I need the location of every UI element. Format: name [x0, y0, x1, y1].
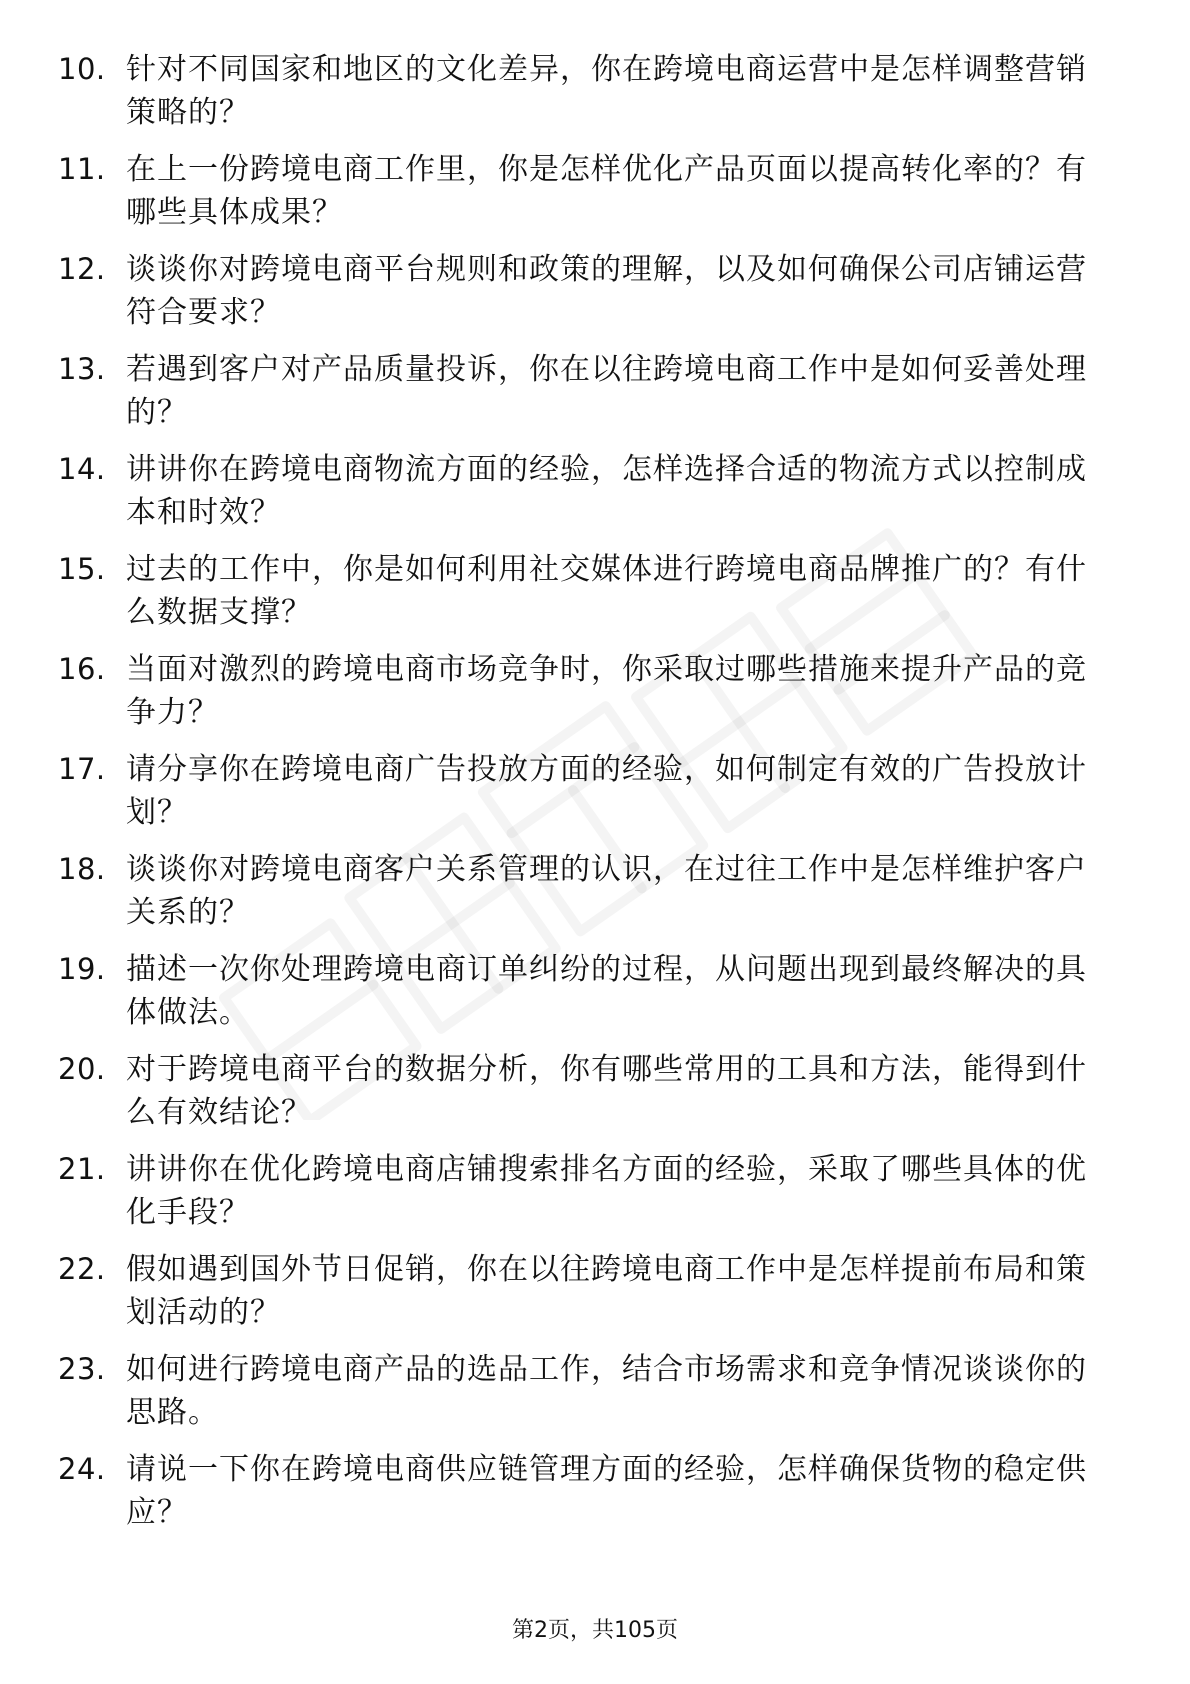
question-number: 11. — [58, 152, 106, 186]
question-number: 20. — [58, 1052, 106, 1086]
list-item — [58, 948, 1118, 1048]
question-number: 17. — [58, 752, 106, 786]
question-text: 若遇到客户对产品质量投诉，你在以往跨境电商工作中是如何妥善处理的？ — [126, 352, 1087, 430]
list-item — [58, 1448, 1118, 1548]
question-text: 请分享你在跨境电商广告投放方面的经验，如何制定有效的广告投放计划？ — [126, 752, 1087, 830]
question-text: 对于跨境电商平台的数据分析，你有哪些常用的工具和方法，能得到什么有效结论？ — [126, 1052, 1087, 1130]
question-text: 假如遇到国外节日促销，你在以往跨境电商工作中是怎样提前布局和策划活动的？ — [126, 1252, 1087, 1330]
question-number: 19. — [58, 952, 106, 986]
list-item — [58, 548, 1118, 648]
question-number: 15. — [58, 552, 106, 586]
list-item — [58, 1048, 1118, 1148]
question-number: 21. — [58, 1152, 106, 1186]
question-number: 10. — [58, 52, 106, 86]
question-text: 讲讲你在跨境电商物流方面的经验，怎样选择合适的物流方式以控制成本和时效？ — [126, 452, 1087, 530]
list-item — [58, 848, 1118, 948]
question-text: 当面对激烈的跨境电商市场竞争时，你采取过哪些措施来提升产品的竞争力？ — [126, 652, 1087, 730]
question-text: 如何进行跨境电商产品的选品工作，结合市场需求和竞争情况谈谈你的思路。 — [126, 1352, 1087, 1430]
question-number: 12. — [58, 252, 106, 286]
question-text: 讲讲你在优化跨境电商店铺搜索排名方面的经验，采取了哪些具体的优化手段？ — [126, 1152, 1087, 1230]
list-item — [58, 1148, 1118, 1248]
list-item — [58, 48, 1118, 148]
question-text: 谈谈你对跨境电商平台规则和政策的理解，以及如何确保公司店铺运营符合要求？ — [126, 252, 1087, 330]
list-item — [58, 1248, 1118, 1348]
list-item — [58, 348, 1118, 448]
question-number: 24. — [58, 1452, 106, 1486]
question-number: 23. — [58, 1352, 106, 1386]
list-item — [58, 448, 1118, 548]
question-text: 请说一下你在跨境电商供应链管理方面的经验，怎样确保货物的稳定供应？ — [126, 1452, 1087, 1530]
question-list — [58, 48, 1118, 1548]
question-number: 14. — [58, 452, 106, 486]
question-number: 18. — [58, 852, 106, 886]
question-number: 16. — [58, 652, 106, 686]
list-item — [58, 148, 1118, 248]
question-text: 针对不同国家和地区的文化差异，你在跨境电商运营中是怎样调整营销策略的？ — [126, 52, 1087, 130]
question-text: 过去的工作中，你是如何利用社交媒体进行跨境电商品牌推广的？有什么数据支撑？ — [126, 552, 1087, 630]
question-text: 描述一次你处理跨境电商订单纠纷的过程，从问题出现到最终解决的具体做法。 — [126, 952, 1087, 1030]
page-number-footer: 第2页，共105页 — [512, 1618, 678, 1643]
list-item — [58, 748, 1118, 848]
list-item — [58, 648, 1118, 748]
question-text: 谈谈你对跨境电商客户关系管理的认识，在过往工作中是怎样维护客户关系的？ — [126, 852, 1087, 930]
list-item — [58, 248, 1118, 348]
list-item — [58, 1348, 1118, 1448]
question-number: 13. — [58, 352, 106, 386]
question-text: 在上一份跨境电商工作里，你是怎样优化产品页面以提高转化率的？有哪些具体成果？ — [126, 152, 1087, 230]
question-number: 22. — [58, 1252, 106, 1286]
